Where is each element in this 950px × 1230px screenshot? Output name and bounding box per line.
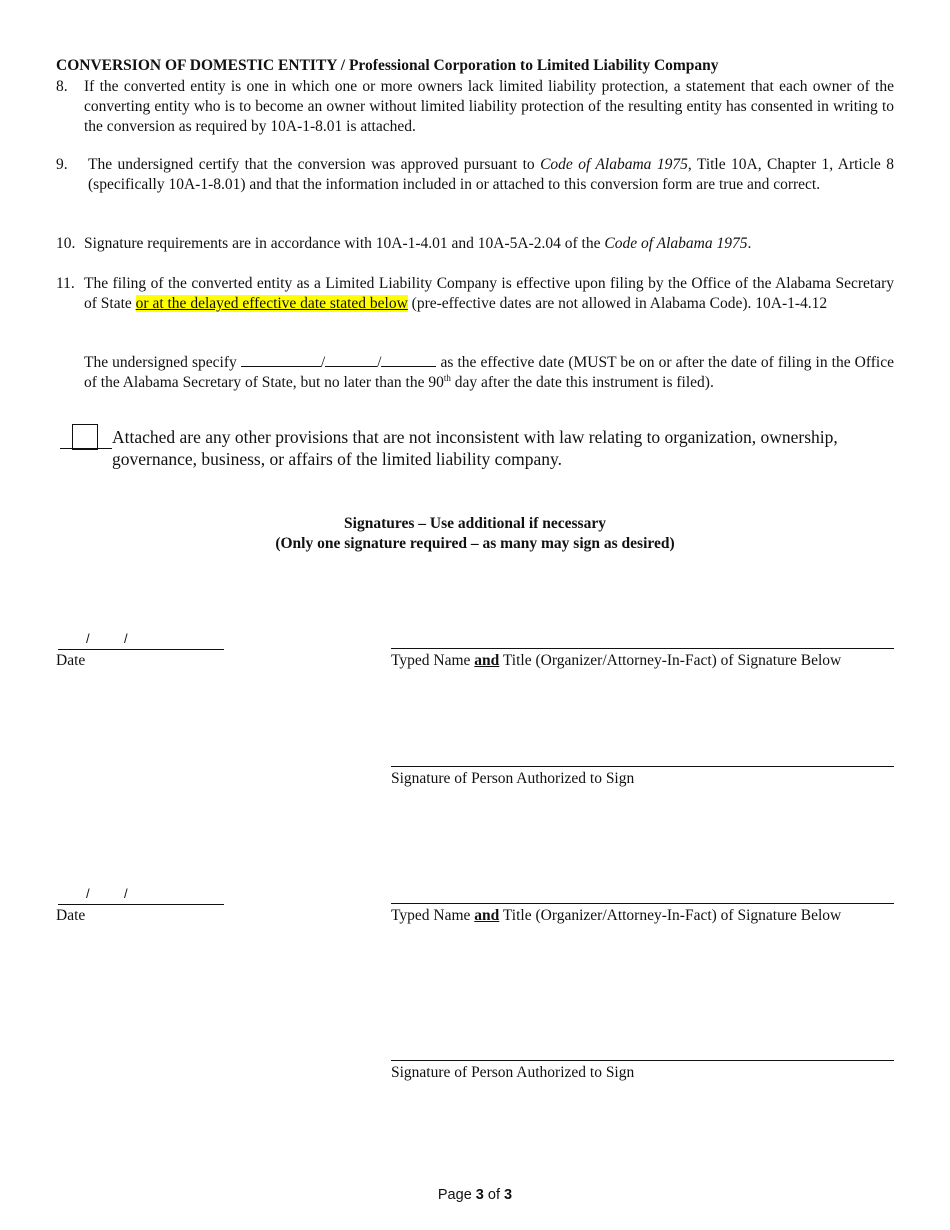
- typed-name-field[interactable]: [391, 648, 894, 649]
- typed-name-label: Typed Name and Title (Organizer/Attorney-In-Fact) of Signature Below: [391, 652, 842, 669]
- date-field[interactable]: / /: [58, 886, 224, 905]
- typed-name-label: Typed Name and Title (Organizer/Attorney-In-Fact) of Signature Below: [391, 907, 842, 924]
- item-10: [56, 234, 894, 254]
- attached-provisions-checkbox[interactable]: [72, 424, 98, 450]
- signature-label: Signature of Person Authorized to Sign: [391, 770, 635, 787]
- item-8: [56, 77, 894, 137]
- effective-day-field[interactable]: [325, 352, 377, 367]
- checkbox-label: Attached are any other provisions that are not inconsistent with law relating to organization, ownership, governance, business, or affairs of the limited liability company.: [112, 427, 838, 469]
- typed-name-field[interactable]: [391, 903, 894, 904]
- effective-month-field[interactable]: [241, 352, 321, 367]
- effective-date-statement: The undersigned specify / / as the effective date (MUST be on or after the date of filing in the Office of the Alabama Secretary of State, but no later than the 90th day after the date this instrument is filed).: [84, 354, 894, 391]
- item-number: 8.: [56, 78, 68, 95]
- item-text: Signature requirements are in accordance with 10A-1-4.01 and 10A-5A-2.04 of the Code of Alabama 1975.: [84, 235, 752, 252]
- date-label: Date: [56, 652, 86, 669]
- signatures-subtitle: (Only one signature required – as many may sign as desired): [275, 535, 675, 552]
- signatures-title: Signatures – Use additional if necessary: [344, 515, 606, 532]
- section-heading: CONVERSION OF DOMESTIC ENTITY / Professional Corporation to Limited Liability Company: [56, 57, 719, 74]
- item-text: If the converted entity is one in which one or more owners lack limited liability protection, a statement that each owner of the converting entity who is to become an owner without limited liability protection of the resulting entity has consented in writing to the conversion as required by 10A-1-8.01 is attached.: [84, 78, 894, 135]
- item-9: [56, 155, 894, 195]
- signature-label: Signature of Person Authorized to Sign: [391, 1064, 635, 1081]
- page-footer: Page 3 of 3: [437, 1187, 513, 1203]
- item-number: 10.: [56, 235, 76, 252]
- current-page: 3: [475, 1187, 484, 1203]
- date-label: Date: [56, 907, 86, 924]
- signature-field[interactable]: [391, 1060, 894, 1061]
- item-text: The filing of the converted entity as a Limited Liability Company is effective upon filing by the Office of the Alabama Secretary of State or at the delayed effective date stated below (pre-effective dates are not allowed in Alabama Code). 10A-1-4.12: [84, 275, 894, 312]
- effective-year-field[interactable]: [381, 352, 436, 367]
- date-field[interactable]: / /: [58, 631, 224, 650]
- attached-provisions-row: [60, 426, 894, 470]
- item-text: The undersigned certify that the conversion was approved pursuant to Code of Alabama 1975, Title 10A, Chapter 1, Article 8 (specifically 10A-1-8.01) and that the information included in or attached to this conversion form are true and correct.: [88, 156, 894, 193]
- item-11: [56, 274, 894, 314]
- total-pages: 3: [504, 1187, 513, 1203]
- signature-field[interactable]: [391, 766, 894, 767]
- item-number: 9.: [56, 156, 68, 173]
- item-number: 11.: [56, 275, 75, 292]
- highlighted-text: or at the delayed effective date stated below: [135, 295, 408, 312]
